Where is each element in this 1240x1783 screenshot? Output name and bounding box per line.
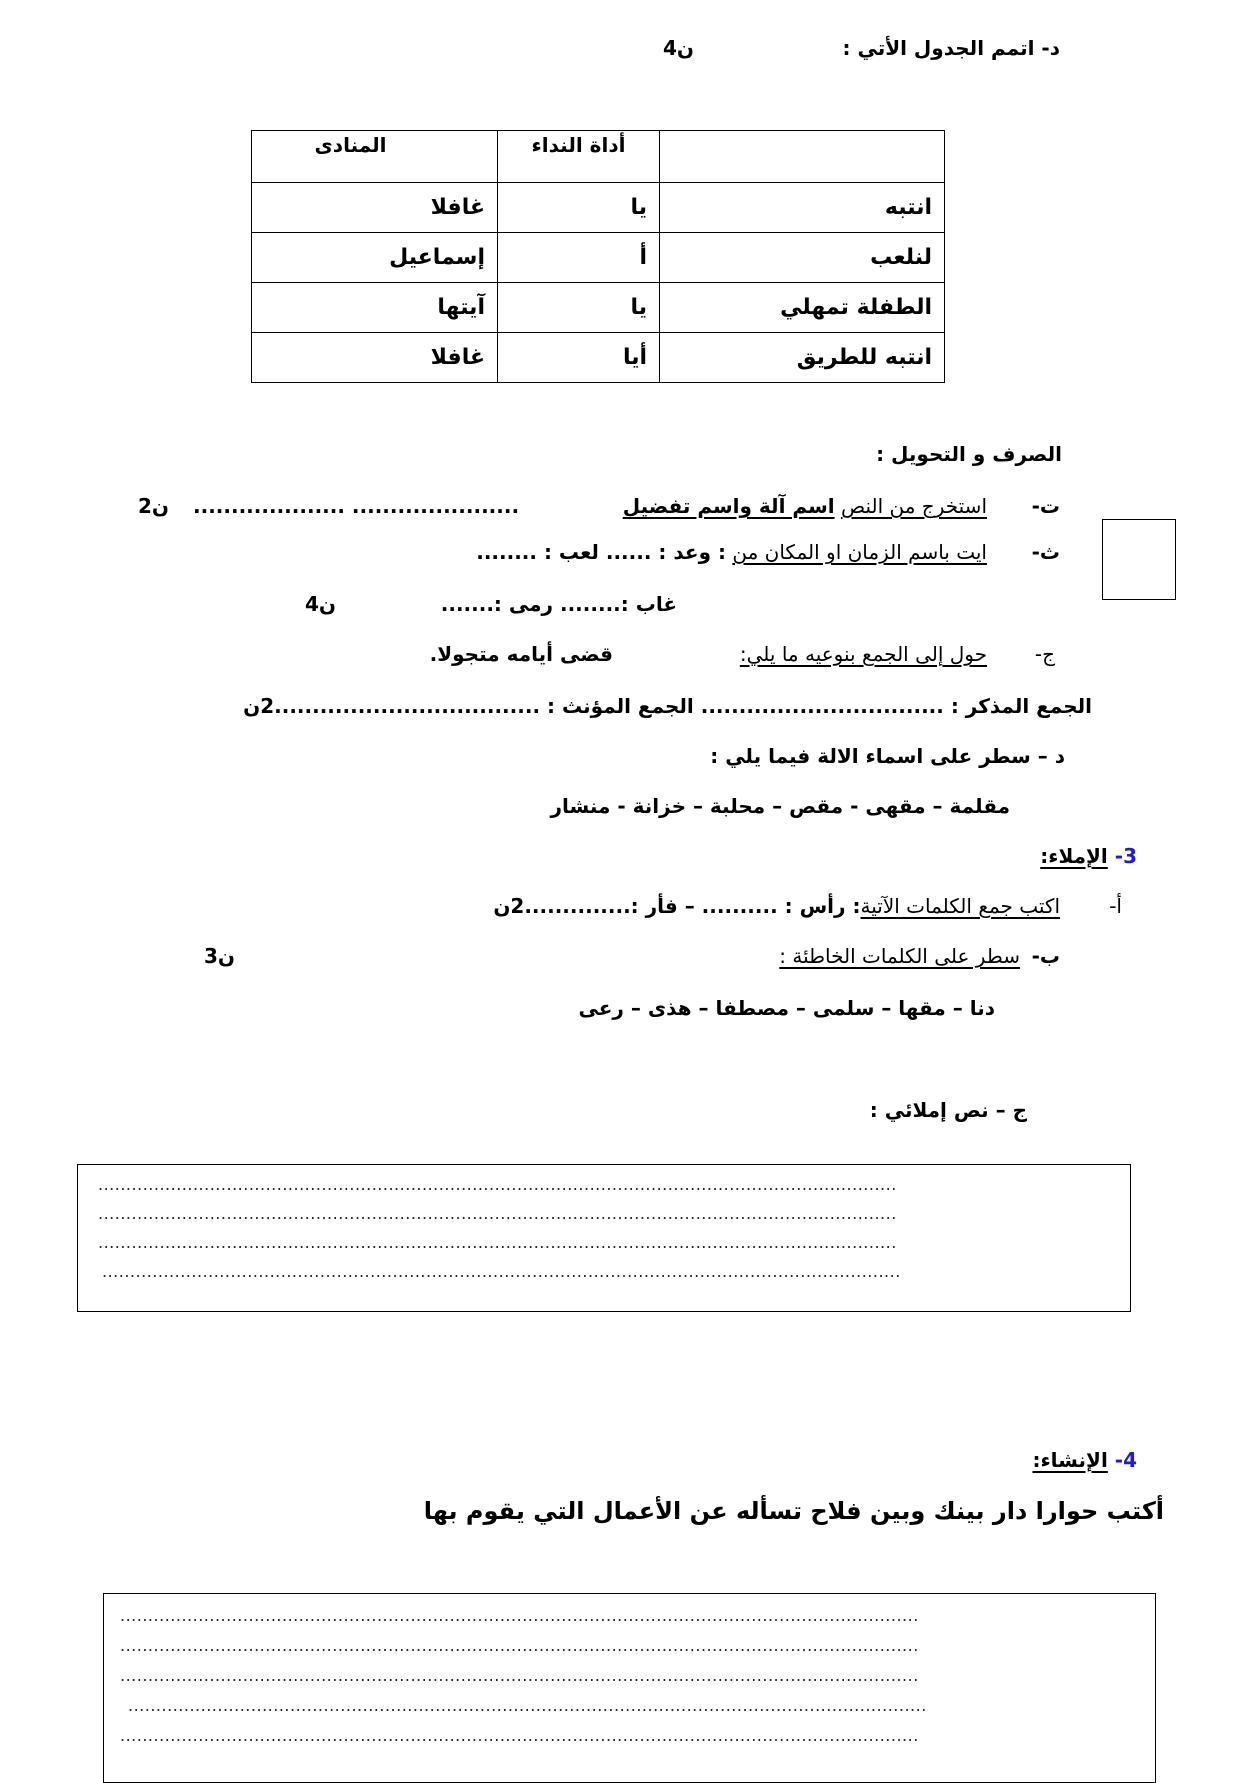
q-b-prompt: سطر على الكلمات الخاطئة : — [779, 944, 1020, 968]
q-b-points: 3ن — [204, 944, 235, 968]
cell-called: إسماعيل — [252, 233, 498, 283]
q-th-points: 4ن — [305, 592, 336, 616]
writing-line: ............................................................................................................................................... — [98, 1233, 897, 1252]
q-j-line — [740, 642, 987, 666]
q-a-items: : رأس : .......... – فأر :..............2ن — [493, 894, 861, 918]
score-box — [1102, 519, 1176, 600]
composition-writing-box[interactable] — [103, 1593, 1156, 1783]
cell-called: آيتها — [252, 283, 498, 333]
cell-sentence: انتبه للطريق — [660, 333, 945, 383]
q-th-line — [476, 540, 987, 564]
q-a-prompt: اكتب جمع الكلمات الآتية — [860, 894, 1060, 918]
q-j-prompt: حول إلى الجمع بنوعيه ما يلي: — [739, 642, 987, 666]
q-th-items: : وعد : ...... لعب : ........ — [476, 540, 726, 564]
table-row — [252, 283, 945, 333]
composition-title: الإنشاء: — [1032, 1448, 1108, 1472]
cell-sentence: لنلعب — [660, 233, 945, 283]
header-cell-called: المنادى — [252, 131, 498, 183]
q-th-items-2: غاب :........ رمى :....... — [440, 592, 677, 616]
table-row — [252, 333, 945, 383]
q-t-dots: .................... ...................... — [193, 494, 520, 518]
q-th-letter: ث- — [1031, 540, 1060, 564]
cell-sentence: انتبه — [660, 183, 945, 233]
cell-sentence: الطفلة تمهلي — [660, 283, 945, 333]
dictation-number: 3- — [1114, 844, 1137, 868]
header-cell-sentence — [660, 131, 945, 183]
q-th-prompt: ايت باسم الزمان او المكان من — [732, 540, 987, 564]
writing-line: ............................................................................................................................................... — [98, 1204, 897, 1223]
table-row — [252, 233, 945, 283]
writing-line: ............................................................................................................................................... — [120, 1636, 919, 1655]
q-a-letter: أ- — [1109, 894, 1122, 918]
writing-line: ............................................................................................................................................... — [120, 1606, 919, 1625]
cell-tool: أ — [498, 233, 660, 283]
cell-tool: يا — [498, 183, 660, 233]
q-t-bold: اسم آلة واسم تفضيل — [622, 494, 835, 518]
q-j-answer-line: الجمع المذكر : ................................ الجمع المؤنث : ...................................2ن — [243, 694, 1092, 718]
q-t-prompt: استخرج من النص — [840, 494, 987, 518]
writing-line: ............................................................................................................................................... — [98, 1175, 897, 1194]
q-d-prompt: د – سطر على اسماء الالة فيما يلي : — [710, 744, 1065, 768]
q-t-line — [623, 494, 987, 518]
q-b-words: دنا – مقها – سلمى – مصطفا – هذى – رعى — [578, 996, 995, 1020]
dictation-title: الإملاء: — [1040, 844, 1108, 868]
writing-line: ............................................................................................................................................... — [102, 1262, 901, 1281]
table-section-heading: د- اتمم الجدول الأتي : — [842, 36, 1060, 60]
q-t-points: 2ن — [138, 494, 169, 518]
q-j-letter: ج- — [1034, 642, 1055, 666]
q-t-letter: ت- — [1031, 494, 1060, 518]
writing-line: ............................................................................................................................................... — [120, 1726, 919, 1745]
vocative-table — [251, 130, 945, 383]
q-c-prompt: ج – نص إملائي : — [869, 1098, 1027, 1122]
table-section-points: 4ن — [663, 36, 694, 60]
cell-called: غافلا — [252, 333, 498, 383]
header-cell-tool: أداة النداء — [498, 131, 660, 183]
q-a-line — [493, 894, 1060, 918]
q-j-sentence: قضى أيامه متجولا. — [429, 642, 613, 666]
composition-prompt: أكتب حوارا دار بينك وبين فلاح تسأله عن الأعمال التي يقوم بها — [423, 1497, 1164, 1525]
table-row — [252, 183, 945, 233]
composition-header — [1032, 1448, 1137, 1472]
dictation-writing-box[interactable] — [77, 1164, 1131, 1312]
writing-line: ............................................................................................................................................... — [120, 1666, 919, 1685]
cell-called: غافلا — [252, 183, 498, 233]
cell-tool: يا — [498, 283, 660, 333]
dictation-header — [1040, 844, 1137, 868]
cell-tool: أيا — [498, 333, 660, 383]
q-b-letter: ب- — [1031, 944, 1060, 968]
writing-line: ............................................................................................................................................... — [128, 1696, 927, 1715]
q-d-words: مقلمة – مقهى - مقص – محلبة – خزانة - منشار — [550, 794, 1010, 818]
table-header-row — [252, 131, 945, 183]
morphology-title: الصرف و التحويل : — [876, 442, 1062, 466]
composition-number: 4- — [1114, 1448, 1137, 1472]
